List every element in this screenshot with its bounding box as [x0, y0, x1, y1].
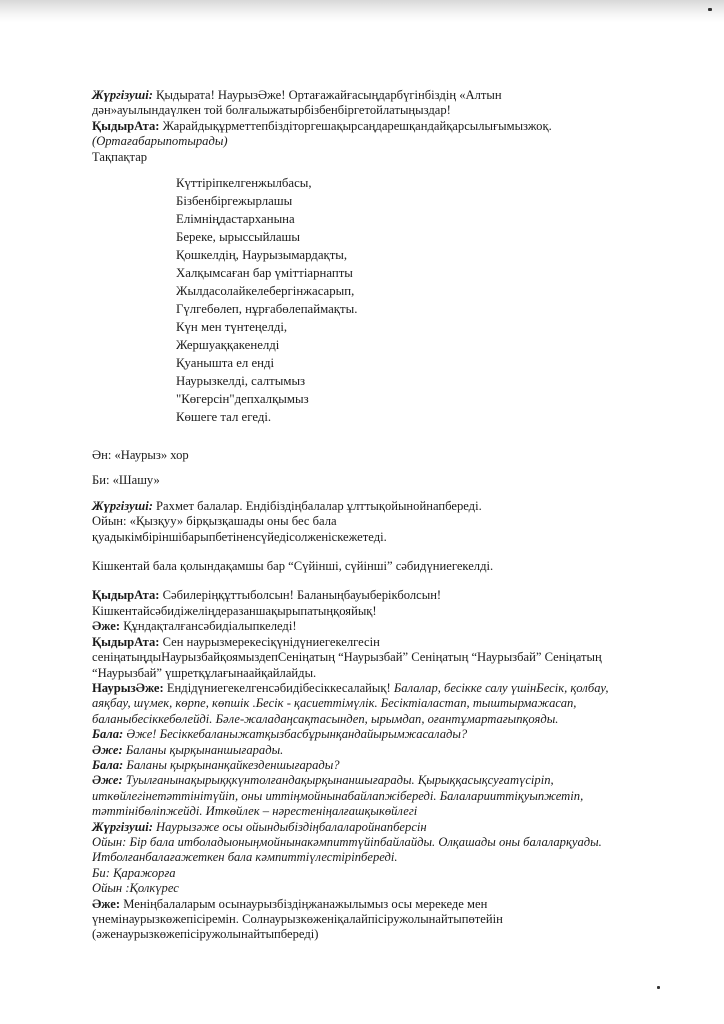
poem-line: Елімніңдастарханына [176, 212, 295, 227]
poem-line: Бізбенбіргежырлашы [176, 194, 293, 209]
dialogue-line [92, 635, 692, 650]
poem-line: Қуаныштa ел енді [176, 356, 275, 371]
speaker-label: Әже: [92, 619, 121, 634]
poem-line: Күттіріпкелгенжылбасы, [176, 176, 312, 191]
line-text: Әже! Бесіккебаланыжатқызбасбұрынқандайырымжасалады? [123, 727, 468, 742]
speaker-label: ҚыдырАта: [92, 634, 160, 649]
dialogue-line [92, 758, 692, 773]
poem-line: Халқымсаған бар үміттіарнапты [176, 266, 353, 281]
line-text: Наурызәже осы ойындыбіздіңбалаларойнапберсін [152, 819, 427, 834]
line-text: иткөйлегінетәттінітүйіп, оны иттіңмойнынабайлапжібереді. Балаларииттіқуыпжетіп, [92, 788, 584, 803]
speaker-label: Әже: [92, 896, 121, 911]
speaker-label: ҚыдырАта: [92, 118, 160, 133]
intro-block [92, 88, 692, 165]
poem-line: Гүлгебөлеп, нұрғабөлепаймақты. [176, 302, 358, 317]
poem-line: Береке, ырыссыйлашы [176, 230, 301, 245]
speaker-label: Жүргізуші: [92, 819, 153, 834]
dialogue-line [92, 912, 692, 927]
poem-line: Жылдасолайкелебергінжасарып, [176, 284, 355, 299]
line-text: тәттінібөліпжейді. Иткөйлек – нәрестеніңалғашқыкөйлегі [92, 804, 418, 819]
line-text: Баланы қырқынанқайкезденшығарады? [123, 757, 340, 772]
line-text: Би: Қаражорға [92, 865, 176, 880]
dialogue-line [92, 588, 692, 603]
line-text: Ойын :Қолкүрес [92, 881, 179, 896]
poem-line: Күн мен түнтеңелді, [176, 320, 288, 335]
dialogue-line [92, 927, 692, 942]
line-text: “Наурызбай” үшретқұлағынаайқайлайды. [92, 665, 317, 680]
line-text: Ендідүниегекелгенсәбидібесіккесалайық! [163, 680, 394, 695]
speaker-label: Бала: [92, 757, 124, 772]
scan-edge-shadow [0, 0, 724, 22]
line-text: Баланы қырқынаншығарады. [122, 742, 284, 757]
game-section [92, 499, 692, 545]
dialogue-line [92, 897, 692, 912]
text-line: қуадыкімбіріншібарыпбетіненсүйедісолженіскежетеді. [92, 529, 387, 544]
dialogue-line [92, 650, 692, 665]
text-line: Ойын: «Қызқуу» бірқызқашады оны бес бала [92, 514, 337, 529]
line-text: Итболғанбалағажеткен бала кәмпиттіүлестіріпбереді. [92, 850, 398, 865]
poem-line: Қошкелдің, Наурызымардақты, [176, 248, 348, 263]
dialogue-line [92, 789, 692, 804]
line-text: Қыдырата! НаурызӘже! Ортағажайғасыңдарбүгінбіздің «Алтын [152, 88, 502, 102]
text-line: дән»ауылындаүлкен той болғалыжатырбізбенбіргетойлатыңыздар! [92, 103, 451, 118]
dialogue-line [92, 866, 692, 881]
poem-line: "Көгерсін"депхалқымыз [176, 392, 309, 407]
dialogue-line [92, 835, 692, 850]
scan-speck [708, 8, 712, 11]
dialogue-line [92, 773, 692, 788]
text-line [92, 499, 692, 514]
speaker-label: НаурызӘже: [92, 680, 164, 695]
text-line [92, 119, 692, 134]
line-text: Жарайдықұрметтепбіздіторгешақырсаңдарешқандайқарсылығымызжоқ. [159, 118, 552, 133]
line-text: аяқбау, шүмек, көрпе, көпшік .Бесік - қасиеттімүлік. Бесіктіалaстап, тыштырмажасап, [92, 696, 577, 711]
line-text: баланыбесіккебөлейді. Бәле-жаладаңсақтасындеп, ырымдап, оғантұмартағыпқояды. [92, 711, 559, 726]
dialogue-line [92, 604, 692, 619]
poem-line: Көшеге тал егеді. [176, 410, 272, 425]
dialogue-line [92, 743, 692, 758]
speaker-label: Жүргізуші: [92, 498, 153, 513]
line-text: Сен наурызмерекесіқүнідүниегекелгесін [159, 634, 380, 649]
speaker-label: Әже: [92, 742, 123, 757]
dialogue-line [92, 696, 692, 711]
line-text: (әженаурызкөжепісіружолынайтыпбереді) [92, 927, 319, 942]
dialogue-line [92, 727, 692, 742]
poem-line: Жершуаққакенелді [176, 338, 280, 353]
dialogue-line [92, 850, 692, 865]
line-text: Кішкентайсәбидіжеліңдеразаншақырыпатыңқояйық! [92, 603, 377, 618]
dialogue-line [92, 619, 692, 634]
speaker-label: Бала: [92, 727, 124, 742]
line-text: сеніңатыңдыНаурызбайқоямыздепСеніңатың “Наурызбай” Сеніңатың “Наурызбай” Сеніңатың [92, 650, 602, 665]
speaker-label: Жүргізуші: [92, 88, 153, 102]
speaker-label: ҚыдырАта: [92, 588, 160, 603]
poem-line: Наурызкелді, салтымыз [176, 374, 306, 389]
stage-direction: (Ортағабарыпотырады) [92, 134, 228, 149]
speaker-label: Әже: [92, 773, 123, 788]
line-text: Меніңбалаларым осынаурызбіздіңжанажылымыз осы мерекеде мен [120, 896, 488, 911]
dialogue-line [92, 712, 692, 727]
scan-speck [657, 986, 660, 989]
document-page [92, 88, 692, 943]
dialogue-line [92, 881, 692, 896]
line-text: Рахмет балалар. Ендібіздіңбалалар ұлттықойынойнапбереді. [152, 498, 482, 513]
dialogue-line [92, 820, 692, 835]
line-text: Құндақталғансәбидіалыпкеледі! [120, 619, 297, 634]
line-text: Балалар, бесікке салу үшінБесік, қолбау, [393, 680, 609, 695]
dialogue-block [92, 588, 692, 942]
dance-line: Би: «Шашу» [92, 473, 160, 488]
dialogue-line [92, 804, 692, 819]
line-text: Сәбилеріңқұттыболсын! Баланыңбауыберікболсын! [159, 588, 442, 603]
text-line [92, 88, 692, 103]
song-line: Ән: «Наурыз» хор [92, 448, 189, 463]
section-subheading: Тақпақтар [92, 149, 148, 164]
line-text: үнемінаурызкөжепісіремін. Солнаурызкөженіқалайпісіружолынайтыпөтейін [92, 912, 503, 926]
child-announcement: Кішкентай бала қолындақамшы бар “Сүйінші, сүйінші” сәбидүниегекелді. [92, 559, 494, 574]
dialogue-line [92, 666, 692, 681]
line-text: Туылғанынақырыққкүнтолғандақырқынаншығарады. Қырыққасықсуғатүсіріп, [122, 773, 554, 788]
line-text: Ойын: Бір бала итболадыоныңмойнынакәмпиттүйіпбайлайды. Олқашады оны балаларқуады. [92, 834, 602, 849]
poem [176, 174, 692, 426]
dialogue-line [92, 681, 692, 696]
